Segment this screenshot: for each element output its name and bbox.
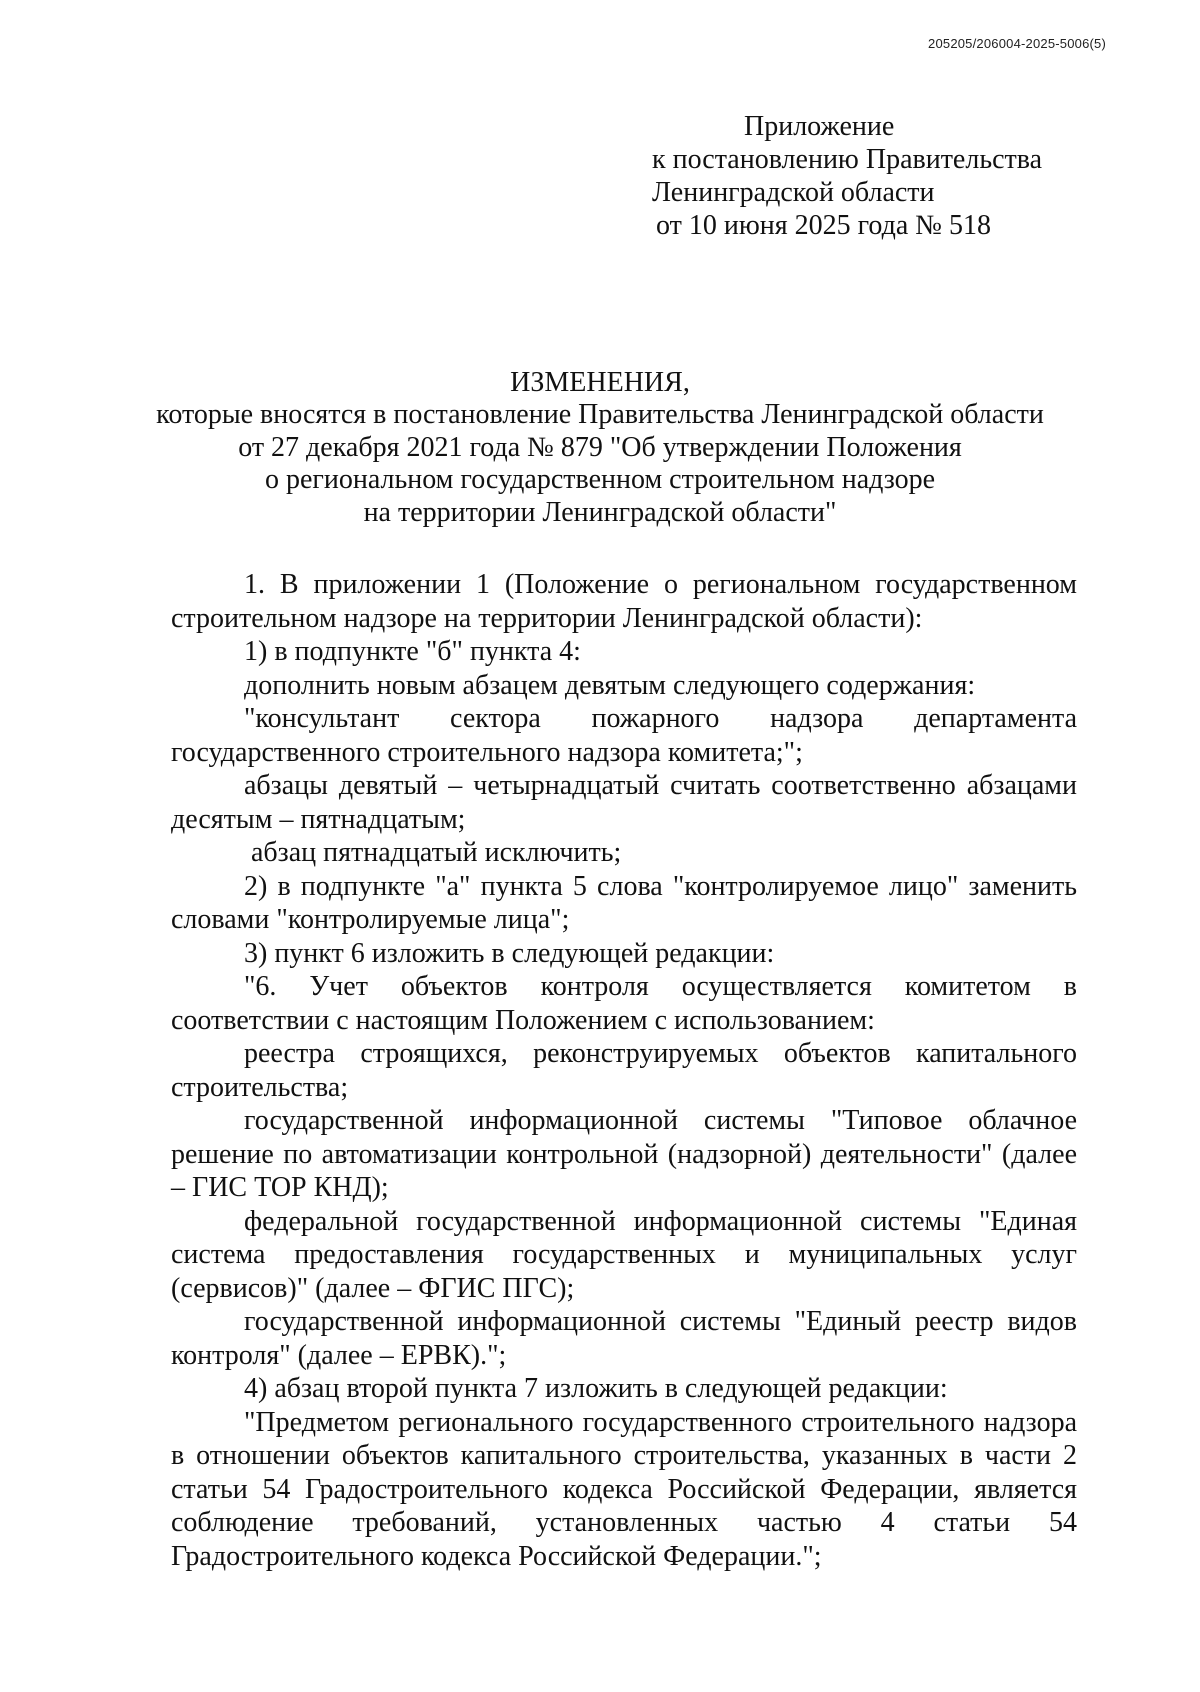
body-paragraph: 1. В приложении 1 (Положение о региональном государственном строительном надзоре на территории Ленинградской области): (171, 569, 1077, 634)
body-paragraph: абзацы девятый – четырнадцатый считать соответственно абзацами десятым – пятнадцатым; (171, 770, 1077, 835)
body-paragraph: "Предметом регионального государственного строительного надзора в отношении объектов капитального строительства, указанных в части 2 статьи 54 Градостроительного кодекса Российской Федерации, является соблюдение требований, установленных частью 4 статьи 54 Градостроительного кодекса Российской Федерации."; (171, 1406, 1077, 1572)
appendix-reference (652, 110, 1042, 242)
document-body (171, 568, 1077, 1573)
appendix-line: Ленинградской области (652, 177, 935, 209)
document-title (120, 367, 1080, 529)
title-line: которые вносятся в постановление Правительства Ленинградской области (156, 399, 1044, 431)
title-line: от 27 декабря 2021 года № 879 "Об утверждении Положения (238, 431, 962, 463)
body-paragraph: абзац пятнадцатый исключить; (251, 837, 622, 868)
body-paragraph: "консультант сектора пожарного надзора департамента государственного строительного надзора комитета;"; (171, 703, 1077, 768)
appendix-line: Приложение (744, 111, 895, 142)
title-line: на территории Ленинградской области" (363, 496, 837, 528)
body-paragraph: реестра строящихся, реконструируемых объектов капитального строительства; (171, 1038, 1077, 1103)
body-paragraph: дополнить новым абзацем девятым следующего содержания: (244, 669, 976, 701)
appendix-line: от 10 июня 2025 года № 518 (656, 210, 992, 242)
body-paragraph: 1) в подпункте "б" пункта 4: (244, 636, 581, 667)
body-paragraph: 2) в подпункте "а" пункта 5 слова "контролируемое лицо" заменить словами "контролируемые лица"; (171, 870, 1077, 935)
title-heading: ИЗМЕНЕНИЯ, (510, 367, 690, 398)
body-paragraph: "6. Учет объектов контроля осуществляется комитетом в соответствии с настоящим Положением с использованием: (171, 971, 1077, 1036)
body-paragraph: федеральной государственной информационной системы "Единая система предоставления государственных и муниципальных услуг (сервисов)" (далее – ФГИС ПГС); (171, 1205, 1077, 1304)
body-paragraph: 4) абзац второй пункта 7 изложить в следующей редакции: (244, 1373, 948, 1404)
document-id: 205205/206004-2025-5006(5) (928, 36, 1106, 51)
body-paragraph: 3) пункт 6 изложить в следующей редакции: (244, 937, 775, 969)
title-line: о региональном государственном строительном надзоре (264, 464, 936, 496)
appendix-line: к постановлению Правительства (652, 144, 1043, 176)
body-paragraph: государственной информационной системы "Типовое облачное решение по автоматизации контрольной (надзорной) деятельности" (далее – ГИС ТОР КНД); (171, 1105, 1077, 1203)
body-paragraph: государственной информационной системы "Единый реестр видов контроля" (далее – ЕРВК)."; (171, 1306, 1077, 1371)
